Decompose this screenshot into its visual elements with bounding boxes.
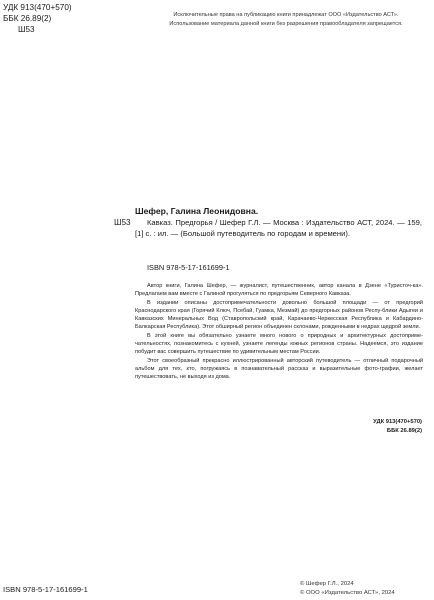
catalog-description [135,217,422,239]
classification-codes [330,418,422,435]
annotation-paragraph: Этот своеобразный прекрасно иллюстрированный авторский путеводитель — отличный подарочный альбом для тех, кто, погружаясь в познавательный рассказ и выразительные фото-графии, желает путешествовать, не выходя из дома. [135,357,423,381]
annotation-paragraph: В этой книге вы обязательно узнаете много нового о природных и архитектурных достоприме-чательностях, познакомитесь с кухней, узнаете легенды южных регионов страны. Надеемся, это издание побудит вас совершить путешествие по удивительным местам России. [135,332,423,356]
author-sign-top: Ш53 [18,25,35,34]
rights-line: Использование материала данной книги без разрешения правообладателя запрещается. [169,20,403,27]
copyright-block [300,580,424,598]
catalog-author: Шефер, Галина Леонидовна. [135,206,259,216]
footer-isbn: ISBN 978-5-17-161699-1 [3,585,88,594]
annotation [135,282,423,382]
bbk-code-top: ББК 26.89(2) [3,14,52,23]
copyright-publisher: © ООО «Издательство АСТ», 2024 [300,590,395,596]
rights-notice [150,11,422,28]
copyright-author: © Шефер Г.Л., 2024 [300,581,354,587]
udk-code-top: УДК 913(470+570) [3,3,72,12]
annotation-paragraph: Автор книги, Галина Шефер, — журналист, путешественник, автор канала в Дзене «Туристоч-ка». Предлагаем вам вместе с Галиной прогуляться по предгорьям Северного Кавказа. [135,283,423,298]
catalog-description-text: Кавказ. Предгорья / Шефер Г.Л. — Москва : Издательство АСТ, 2024. — 159, [1] с. : ил. — (Большой путеводитель по городам и времени). [135,218,422,238]
udk-code: УДК 913(470+570) [373,419,422,425]
bbk-code: ББК 26.89(2) [386,427,422,434]
annotation-paragraph: В издании описаны достопримечательности довольно большой площади — от предгорий Краснодарского края (Горячий Ключ, Псебай, Гуамка, Мезмай) до предгорных районов Респу-блики Адыгеи и Кавказских Минеральных Вод (Ставропольский край, Карачаево-Черкесская Республика и Кабардино-Балкарская Республика). Этот обширный регион объединен склонами, рожденными в недрах щедрой земли. [135,299,423,331]
catalog-isbn: ISBN 978-5-17-161699-1 [147,263,230,272]
rights-line: Исключительные права на публикацию книги принадлежат ООО «Издательство АСТ». [173,12,399,18]
catalog-author-sign: Ш53 [114,218,131,227]
